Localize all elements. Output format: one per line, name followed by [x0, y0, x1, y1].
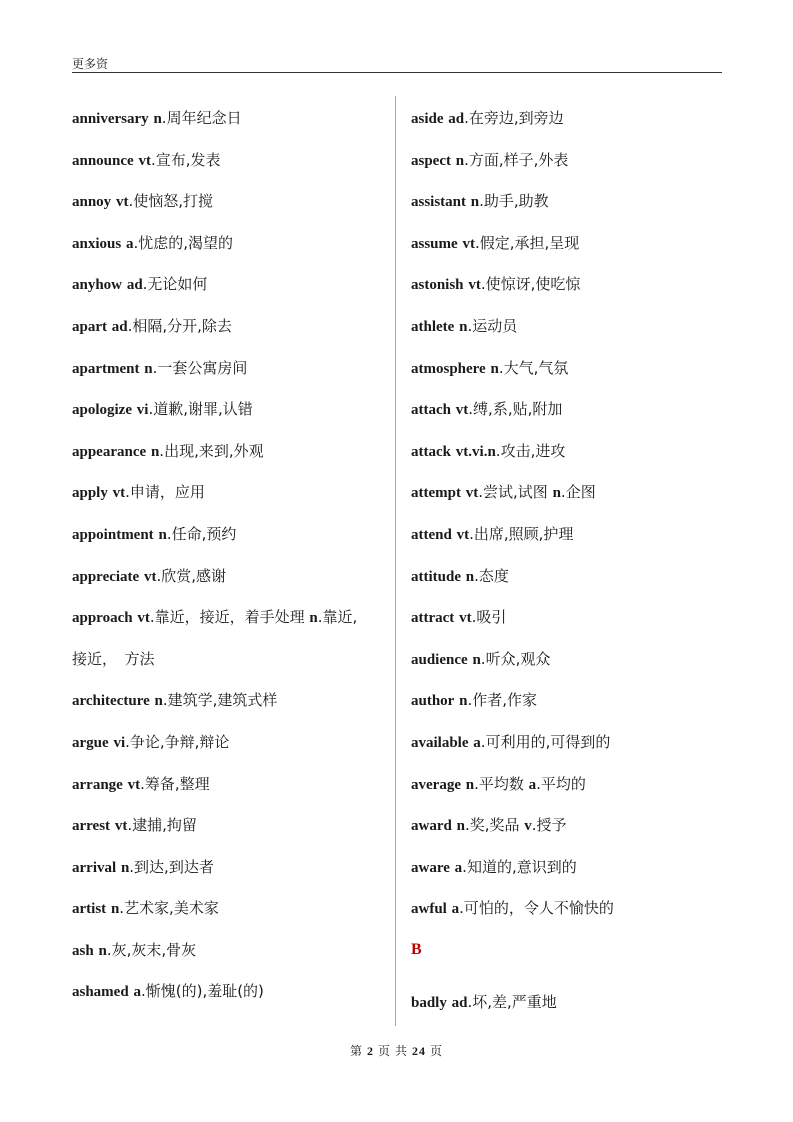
vocab-entry: [72, 728, 392, 770]
vocab-entry: [72, 894, 392, 936]
vocab-entry: [72, 936, 392, 978]
entry-pos: n: [154, 693, 163, 710]
vocab-entry: [411, 478, 731, 520]
entry-pos: n: [455, 152, 465, 169]
entry-definition: .道歉,谢罪,认错: [148, 400, 253, 419]
header-rule: [72, 72, 722, 73]
entry-pos: ad: [126, 277, 143, 294]
entry-definition: .知道的,意识到的: [462, 857, 577, 876]
entry-pos: n: [459, 693, 468, 710]
entry-pos: vt: [459, 610, 472, 627]
entry-pos: vt: [455, 402, 469, 419]
entry-word: attack: [411, 443, 451, 460]
entry-pos: vt: [112, 485, 126, 502]
entry-word: attract: [411, 610, 455, 627]
footer-suffix: 页: [430, 1044, 444, 1058]
footer-page-number: 2: [366, 1044, 374, 1058]
entry-definition: .大气,气氛: [498, 358, 569, 377]
entry-definition: .可怕的，令人不愉快的: [459, 899, 614, 918]
vocab-entry: [411, 770, 731, 812]
entry-word: apply: [72, 485, 108, 502]
vocab-entry: [411, 104, 731, 146]
entry-definition: .助手,助教: [479, 192, 549, 211]
entry-definition: .艺术家,美术家: [119, 899, 219, 918]
entry-definition: .任命,预约: [166, 524, 237, 543]
vocab-entry: [411, 270, 731, 312]
entry-word: attach: [411, 402, 451, 419]
entry-word: ash: [72, 942, 94, 959]
vocab-entry: [411, 603, 731, 645]
entry-word: award: [411, 818, 452, 835]
entry-pos: n: [120, 859, 130, 876]
vocab-entry: [411, 146, 731, 188]
entry-word: attend: [411, 526, 452, 543]
entry-definition: .惭愧(的),羞耻(的): [140, 982, 264, 1001]
entry-pos: n: [158, 526, 167, 543]
vocab-entry: [72, 146, 392, 188]
vocab-entry: [72, 853, 392, 895]
entry-pos-secondary: n: [309, 610, 318, 627]
footer-middle: 页 共: [377, 1044, 408, 1058]
entry-pos: n: [144, 360, 153, 377]
entry-pos: vt: [137, 610, 150, 627]
entry-definition: .攻击,进攻: [495, 441, 566, 460]
vocab-entry: [411, 437, 731, 479]
entry-pos: vi: [113, 734, 126, 751]
entry-pos: n: [470, 194, 480, 211]
entry-definition: .听众,观众: [480, 649, 551, 668]
entry-word: apart: [72, 318, 107, 335]
entry-definition: .无论如何: [142, 275, 208, 294]
page-header: 更多资: [72, 57, 109, 71]
entry-definition: .周年纪念日: [161, 109, 242, 127]
entry-definition: .运动员: [467, 316, 518, 335]
entry-pos: vt: [127, 776, 141, 793]
page-footer: [0, 1042, 793, 1059]
entry-definition-secondary: .企图: [560, 483, 596, 502]
entry-pos: n: [465, 568, 475, 585]
entry-word: badly: [411, 994, 447, 1011]
entry-word: audience: [411, 651, 468, 668]
vocab-entry: [411, 354, 731, 396]
entry-definition: .出席,照顾,护理: [469, 524, 574, 543]
entry-pos: n: [150, 443, 160, 460]
entry-definition-secondary: .靠近,: [317, 608, 358, 627]
vocab-entry: [411, 686, 731, 728]
entry-pos-secondary: n: [552, 485, 561, 502]
entry-definition: .平均数: [474, 774, 529, 793]
vocab-entry: [72, 395, 392, 437]
entry-word: apologize: [72, 402, 132, 419]
entry-word: architecture: [72, 693, 150, 710]
entry-definition: .假定,承担,呈现: [474, 233, 580, 252]
vocab-entry: [411, 395, 731, 437]
entry-pos: n: [456, 818, 465, 835]
entry-pos: vt: [462, 235, 475, 252]
entry-pos: a: [454, 859, 463, 876]
entry-word: atmosphere: [411, 360, 486, 377]
vocab-entry: [72, 104, 392, 146]
entry-pos: vt: [456, 526, 470, 543]
vocab-entry: [72, 686, 392, 728]
vocab-entry: [72, 811, 392, 853]
entry-word: argue: [72, 734, 109, 751]
entry-definition: 接近， 方法: [72, 649, 155, 668]
entry-definition: .奖,奖品: [464, 816, 525, 835]
entry-word: announce: [72, 152, 134, 169]
entry-definition: .建筑学,建筑式样: [162, 691, 278, 710]
column-divider: [395, 96, 396, 1026]
entry-word: awful: [411, 901, 447, 918]
vocab-entry: [72, 770, 392, 812]
entry-pos: vt: [115, 194, 129, 211]
vocab-entry: [411, 853, 731, 895]
entry-pos: vi: [136, 402, 149, 419]
entry-definition: .一套公寓房间: [152, 358, 248, 377]
vocab-entry: [411, 988, 731, 1030]
entry-definition: .欣赏,感谢: [156, 566, 227, 585]
entry-word: aspect: [411, 152, 451, 169]
entry-word: arrange: [72, 776, 123, 793]
entry-definition: .靠近，接近，着手处理: [149, 608, 310, 627]
entry-definition: .筹备,整理: [140, 774, 210, 793]
entry-pos: n: [472, 651, 481, 668]
entry-pos: vt.vi.n: [455, 443, 496, 460]
left-column: [72, 104, 392, 1019]
vocab-entry: [411, 187, 731, 229]
entry-definition: .使恼怒,打搅: [128, 192, 214, 211]
entry-pos: n: [459, 318, 468, 335]
vocab-entry: [72, 312, 392, 354]
entry-word: anxious: [72, 235, 122, 252]
entry-word: aware: [411, 859, 450, 876]
entry-word: attitude: [411, 568, 461, 585]
entry-word: appreciate: [72, 568, 140, 585]
entry-definition: .忧虑的,渴望的: [133, 233, 234, 252]
entry-word: arrest: [72, 818, 111, 835]
entry-word: aside: [411, 111, 444, 127]
entry-pos-secondary: a: [528, 776, 537, 793]
vocab-entry: [72, 478, 392, 520]
entry-word: annoy: [72, 194, 112, 211]
entry-definition: .逮捕,拘留: [127, 816, 197, 835]
entry-pos: n: [465, 776, 475, 793]
entry-definition: .方面,样子,外表: [464, 150, 569, 169]
entry-definition: .出现,来到,外观: [159, 441, 264, 460]
entry-definition: .坏,差,严重地: [467, 992, 557, 1011]
entry-definition: .争论,争辩,辩论: [125, 732, 230, 751]
entry-pos: vt: [138, 152, 151, 169]
entry-definition: .申请，应用: [125, 483, 205, 502]
entry-word: anniversary: [72, 111, 149, 127]
entry-definition: .到达,到达者: [129, 857, 214, 876]
entry-definition: .吸引: [471, 608, 507, 627]
entry-pos: vt: [114, 818, 128, 835]
vocab-entry: [411, 645, 731, 687]
entry-word: arrival: [72, 859, 117, 876]
vocab-entry: [411, 562, 731, 604]
vocab-entry: [72, 187, 392, 229]
entry-word: anyhow: [72, 277, 123, 294]
entry-word: assume: [411, 235, 458, 252]
vocab-entry: [72, 603, 392, 645]
entry-definition: .尝试,试图: [478, 483, 553, 502]
entry-definition: .缚,系,贴,附加: [468, 400, 563, 419]
entry-definition: .宣布,发表: [150, 150, 221, 169]
entry-word: artist: [72, 901, 107, 918]
entry-word: ashamed: [72, 984, 129, 1001]
entry-definition: .相隔,分开,除去: [127, 316, 232, 335]
entry-definition: .使惊讶,使吃惊: [480, 275, 581, 294]
vocab-entry: [411, 229, 731, 271]
vocab-entry: [411, 520, 731, 562]
entry-definition: .作者,作家: [467, 691, 538, 710]
vocab-entry: [72, 437, 392, 479]
entry-definition: .可利用的,可得到的: [480, 732, 611, 751]
vocab-entry: [72, 354, 392, 396]
entry-word: appointment: [72, 526, 154, 543]
footer-total-pages: 24: [412, 1044, 426, 1058]
entry-pos: n: [490, 360, 499, 377]
vocab-entry: [72, 562, 392, 604]
entry-word: athlete: [411, 318, 455, 335]
entry-definition-secondary: .授予: [531, 816, 567, 835]
entry-word: attempt: [411, 485, 461, 502]
entry-pos: vt: [465, 485, 479, 502]
entry-definition: .在旁边,到旁边: [464, 109, 564, 127]
entry-definition: .灰,灰末,骨灰: [106, 940, 197, 959]
entry-pos: n: [110, 901, 120, 918]
entry-word: available: [411, 734, 469, 751]
entry-pos: a: [133, 984, 141, 1001]
entry-word: appearance: [72, 443, 147, 460]
vocab-entry: [72, 270, 392, 312]
entry-pos: a: [473, 734, 481, 751]
section-letter: B: [411, 940, 422, 958]
entry-pos: n: [98, 942, 107, 959]
entry-pos: n: [153, 111, 162, 127]
entry-definition-secondary: .平均的: [536, 774, 586, 793]
entry-word: apartment: [72, 360, 140, 377]
vocab-entry: [72, 977, 392, 1019]
vocab-entry: [72, 645, 392, 687]
vocab-entry: [411, 811, 731, 853]
entry-pos: a: [451, 901, 460, 918]
entry-pos: vt: [144, 568, 157, 585]
entry-definition: .态度: [474, 566, 509, 585]
entry-pos-secondary: v: [524, 818, 532, 835]
entry-word: assistant: [411, 194, 467, 211]
entry-word: author: [411, 693, 455, 710]
vocab-entry: [411, 728, 731, 770]
vocab-entry: [411, 312, 731, 354]
entry-pos: vt: [468, 277, 481, 294]
entry-word: average: [411, 776, 461, 793]
vocab-entry: [72, 520, 392, 562]
vocab-entry: [72, 229, 392, 271]
entry-pos: ad: [451, 994, 468, 1011]
entry-word: astonish: [411, 277, 464, 294]
vocab-entry: [411, 894, 731, 936]
right-column: [411, 104, 731, 1029]
entry-pos: a: [125, 235, 134, 252]
entry-pos: ad: [448, 111, 465, 127]
entry-pos: ad: [111, 318, 128, 335]
footer-prefix: 第: [349, 1044, 363, 1058]
entry-word: approach: [72, 610, 133, 627]
